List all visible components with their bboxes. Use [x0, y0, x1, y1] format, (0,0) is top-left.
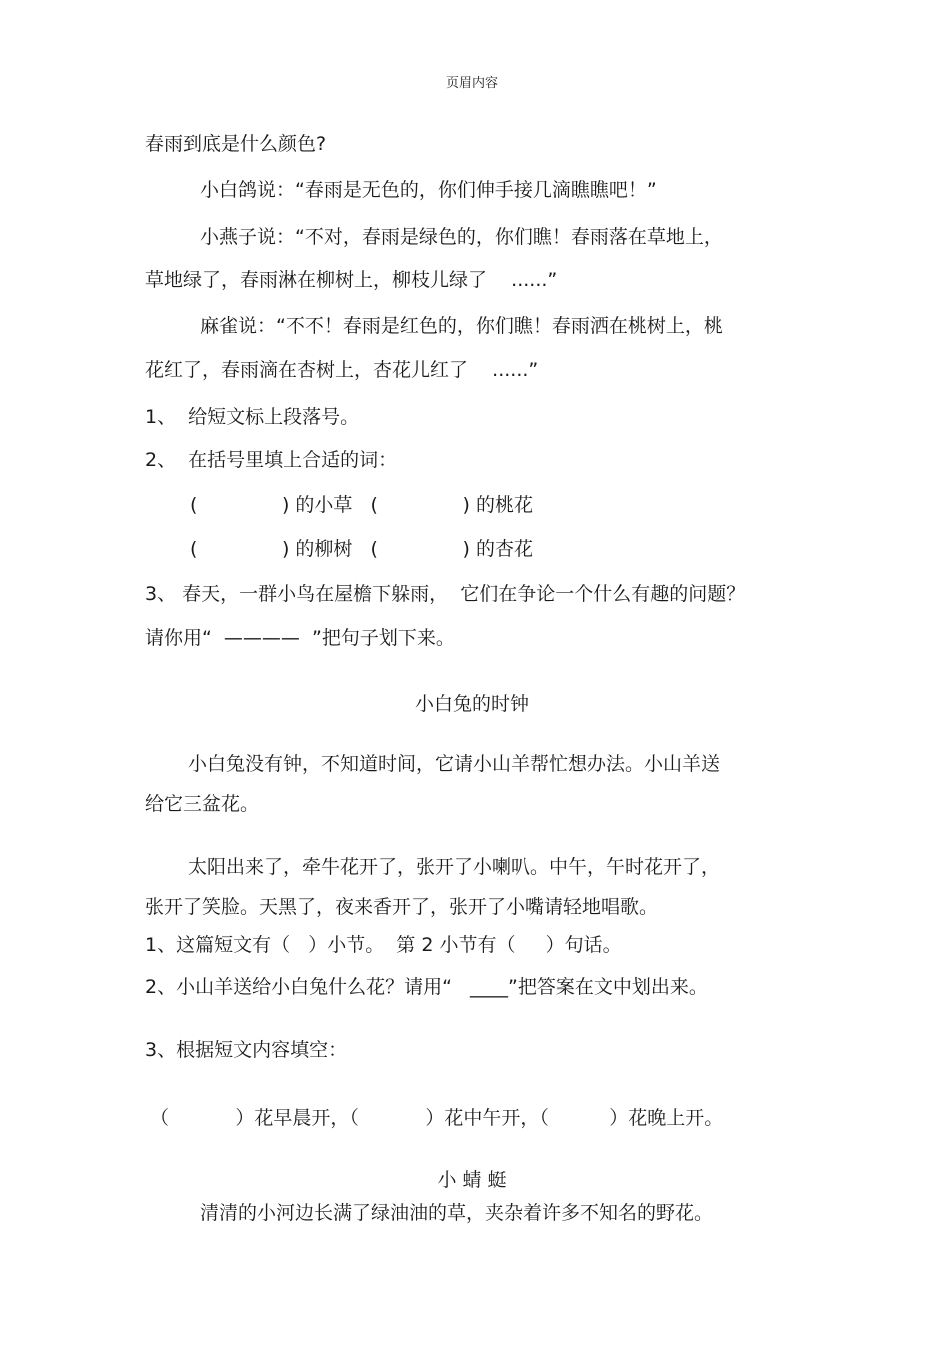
exercise1-blank-row-2: ( ) 的柳树 ( ) 的杏花	[190, 538, 533, 560]
passage2-title: 小白兔的时钟	[414, 693, 529, 715]
passage2-p2-line-2: 张开了笑脸。天黑了，夜来香开了，张开了小嘴请轻地唱歌。	[145, 896, 659, 918]
passage1-sparrow-line-2: 花红了，春雨滴在杏树上，杏花儿红了 ......”	[145, 359, 539, 381]
exercise2-question-3: 3、根据短文内容填空：	[145, 1039, 348, 1061]
page-header: 页眉内容	[445, 76, 498, 91]
passage1-swallow-line-2: 草地绿了，春雨淋在柳树上，柳枝儿绿了 ......”	[145, 269, 558, 291]
exercise1-question-1: 1、 给短文标上段落号。	[145, 406, 360, 428]
passage2-p1-line-1: 小白兔没有钟，不知道时间，它请小山羊帮忙想办法。小山羊送	[188, 753, 721, 775]
passage1-swallow-line-1: 小燕子说：“不对，春雨是绿色的，你们瞧！春雨落在草地上，	[200, 226, 723, 248]
exercise1-blank-row-1: ( ) 的小草 ( ) 的桃花	[190, 494, 533, 516]
exercise1-question-3-line-1: 3、 春天，一群小鸟在屋檐下躲雨， 它们在争论一个什么有趣的问题？	[145, 583, 746, 605]
exercise2-question-1: 1、这篇短文有（ ）小节。 第 2 小节有（ ）句话。	[145, 934, 622, 956]
passage3-title: 小 蜻 蜓	[437, 1169, 507, 1191]
passage1-question: 春雨到底是什么颜色?	[145, 133, 327, 155]
passage3-p1: 清清的小河边长满了绿油油的草，夹杂着许多不知名的野花。	[200, 1202, 714, 1224]
passage2-p1-line-2: 给它三盆花。	[145, 793, 260, 815]
passage1-dove-line: 小白鸽说：“春雨是无色的，你们伸手接几滴瞧瞧吧！”	[200, 179, 657, 201]
exercise1-question-3-line-2: 请你用“ ———— ”把句子划下来。	[145, 627, 455, 649]
passage2-p2-line-1: 太阳出来了，牵牛花开了，张开了小喇叭。中午，午时花开了，	[188, 856, 721, 878]
exercise1-question-2: 2、 在括号里填上合适的词：	[145, 449, 398, 471]
exercise2-fill-blanks: （ ）花早晨开，（ ）花中午开，（ ）花晚上开。	[150, 1107, 724, 1129]
exercise2-question-2: 2、小山羊送给小白兔什么花？请用“ ____”把答案在文中划出来。	[145, 976, 708, 998]
passage1-sparrow-line-1: 麻雀说：“不不！春雨是红色的，你们瞧！春雨洒在桃树上，桃	[200, 315, 723, 337]
